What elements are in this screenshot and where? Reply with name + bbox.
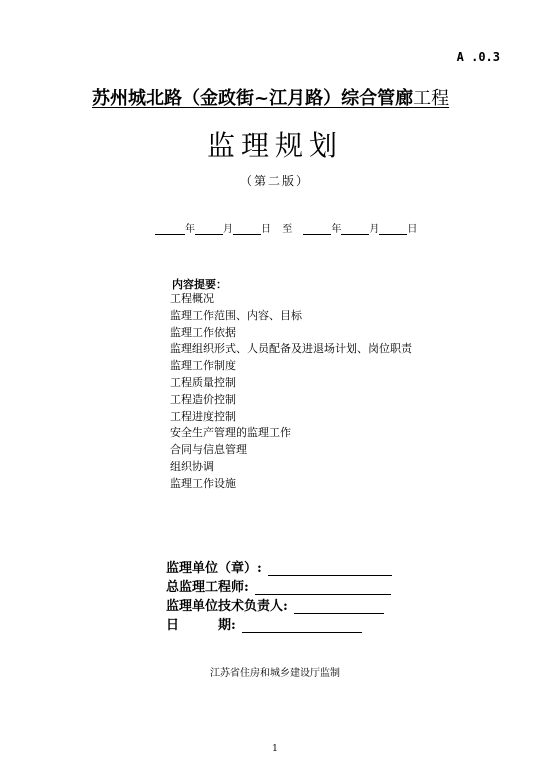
to-label: 至: [282, 224, 293, 235]
unit-seal-label: 监理单位（章）:: [166, 561, 262, 576]
day-label-2: 日: [407, 224, 418, 235]
list-item: 监理工作依据: [170, 325, 236, 339]
list-item: 工程质量控制: [170, 375, 236, 389]
day-label-1: 日: [261, 224, 271, 235]
month-label-2: 月: [369, 224, 380, 235]
signature-row-unit: [166, 557, 392, 576]
signature-row-chief: [166, 576, 391, 595]
month-label-1: 月: [223, 224, 233, 235]
list-item: 安全生产管理的监理工作: [170, 426, 291, 440]
date-line: [242, 618, 362, 633]
year-label-2: 年: [331, 224, 342, 235]
signature-row-tech: [166, 595, 384, 614]
signature-row-date: [166, 614, 362, 633]
list-item: 组织协调: [170, 459, 214, 473]
unit-seal-line: [268, 561, 392, 576]
day-blank-2: [379, 222, 407, 235]
chief-engineer-line: [255, 580, 391, 595]
edition-label: （第二版）: [239, 174, 310, 188]
form-code: A .0.3: [456, 50, 500, 64]
date-label: 日 期:: [166, 618, 236, 633]
list-item: 合同与信息管理: [170, 443, 247, 457]
list-item: 监理工作制度: [170, 359, 236, 373]
month-blank-2: [341, 222, 369, 235]
list-item: 工程进度控制: [170, 409, 236, 423]
list-item: 监理组织形式、人员配备及进退场计划、岗位职责: [170, 342, 412, 356]
list-item: 工程概况: [170, 292, 214, 305]
year-label-1: 年: [185, 224, 195, 235]
tech-lead-line: [294, 599, 384, 614]
project-title-main: 苏州城北路（金政街~江月路）综合管廊: [92, 88, 414, 109]
contents-list: [170, 291, 412, 493]
year-blank-2: [303, 222, 331, 235]
year-blank-1: [155, 222, 185, 235]
day-blank-1: [233, 222, 261, 235]
list-item: 工程造价控制: [170, 392, 236, 406]
contents-heading: 内容提要：: [172, 278, 227, 291]
project-title: [92, 84, 449, 110]
month-blank-1: [195, 222, 223, 235]
list-item: 监理工作范围、内容、目标: [170, 308, 302, 322]
page-number: 1: [272, 744, 278, 754]
chief-engineer-label: 总监理工程师:: [166, 580, 249, 595]
tech-lead-label: 监理单位技术负责人:: [166, 599, 288, 614]
document-title: 监理规划: [206, 129, 343, 162]
supervisor-note: 江苏省住房和城乡建设厅监制: [210, 668, 340, 679]
project-title-suffix: 工程: [413, 88, 450, 109]
list-item: 监理工作设施: [170, 476, 236, 490]
date-range: [155, 220, 417, 235]
